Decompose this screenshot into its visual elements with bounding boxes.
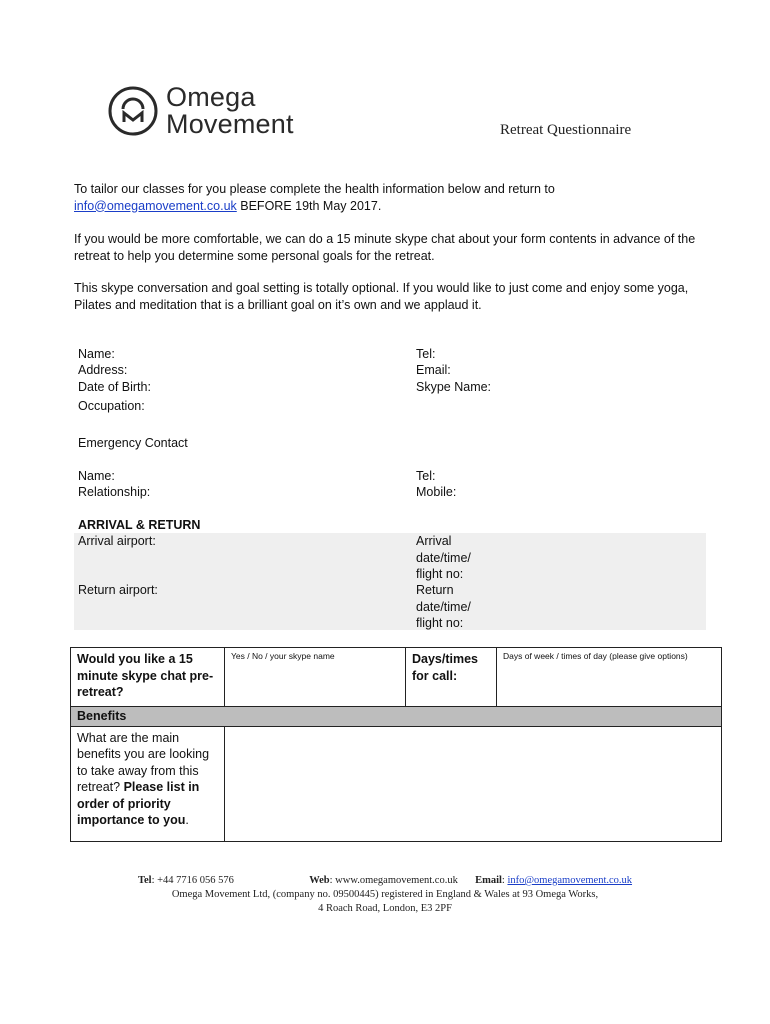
arrival-details-line: Arrival [416, 534, 452, 548]
dob-label: Date of Birth: [78, 380, 151, 394]
emergency-tel-label: Tel: [416, 469, 436, 483]
intro-paragraph-1 [74, 181, 724, 214]
footer-email-link[interactable]: info@omegamovement.co.uk [507, 875, 633, 886]
arrival-airport-label: Arrival airport: [78, 534, 156, 548]
logo-line-1: Omega [166, 82, 256, 112]
logo-line-2: Movement [166, 109, 294, 139]
footer-web[interactable]: : www.omegamovement.co.uk [329, 875, 458, 886]
email-label: Email: [416, 363, 451, 377]
return-details-line: flight no: [416, 616, 464, 630]
mobile-label: Mobile: [416, 485, 457, 499]
skype-chat-question: Would you like a 15 minute skype chat pre-retreat? [71, 648, 225, 707]
footer-tel-label: Tel [137, 875, 152, 886]
benefits-question [71, 726, 225, 841]
benefits-row [71, 726, 722, 841]
footer-web-label: Web [309, 875, 330, 886]
intro-paragraph-3: This skype conversation and goal setting is totally optional. If you would like to just come and enjoy some yoga, Pilates and meditation that is a brilliant goal on it’s own and we applaud it. [74, 281, 689, 312]
name-label: Name: [78, 347, 115, 361]
arrival-details-line: flight no: [416, 567, 464, 581]
benefits-question-text: What are the main benefits you are looking to take away from this retreat? [77, 730, 210, 794]
call-times-answer[interactable]: Days of week / times of day (please give options) [497, 648, 722, 707]
skype-name-label: Skype Name: [416, 380, 492, 394]
footer-tel: : +44 7716 056 576 [151, 875, 234, 886]
benefits-header-row [71, 707, 722, 727]
emergency-heading: Emergency Contact [78, 436, 188, 450]
logo-text [166, 84, 294, 138]
return-details-label [416, 582, 471, 632]
occupation-label: Occupation: [78, 399, 145, 413]
footer-contact-line: Tel: +44 7716 056 576 Web: www.omegamovement.co.uk Email: info@omegamovement.co.uk [137, 875, 633, 886]
return-airport-label: Return airport: [78, 583, 158, 597]
footer-address-line: 4 Roach Road, London, E3 2PF [318, 903, 452, 914]
arrival-section [74, 533, 706, 630]
return-details-line: Return [416, 583, 454, 597]
intro-deadline: BEFORE 19th May 2017. [236, 198, 382, 213]
return-details-line: date/time/ [416, 599, 471, 614]
page-title: Retreat Questionnaire [500, 122, 632, 138]
footer-company-line: Omega Movement Ltd, (company no. 09500445) registered in England & Wales at 93 Omega Works, [171, 889, 599, 900]
emergency-name-label: Name: [78, 469, 115, 483]
benefits-question-end: . [185, 813, 189, 827]
skype-chat-row [71, 648, 722, 707]
tel-label: Tel: [416, 347, 436, 361]
benefits-answer[interactable] [225, 726, 722, 841]
benefits-heading: Benefits [71, 707, 722, 727]
email-link[interactable]: info@omegamovement.co.uk [74, 198, 237, 213]
skype-chat-answer[interactable]: Yes / No / your skype name [225, 648, 406, 707]
call-times-question: Days/times for call: [406, 648, 497, 707]
arrival-details-line: date/time/ [416, 550, 471, 565]
benefits-question-bold: Please list in order of priority importance to you [77, 780, 200, 827]
omega-movement-logo-icon [108, 84, 168, 144]
footer-email-label: Email [475, 875, 502, 886]
intro-text: To tailor our classes for you please complete the health information below and return to [74, 182, 555, 196]
arrival-heading: ARRIVAL & RETURN [78, 518, 201, 532]
intro-paragraph-2: If you would be more comfortable, we can do a 15 minute skype chat about your form contents in advance of the retreat to help you determine some personal goals for the retreat. [74, 232, 696, 263]
relationship-label: Relationship: [78, 485, 151, 499]
address-label: Address: [78, 363, 128, 377]
arrival-details-label [416, 533, 471, 583]
questions-table [70, 647, 722, 842]
